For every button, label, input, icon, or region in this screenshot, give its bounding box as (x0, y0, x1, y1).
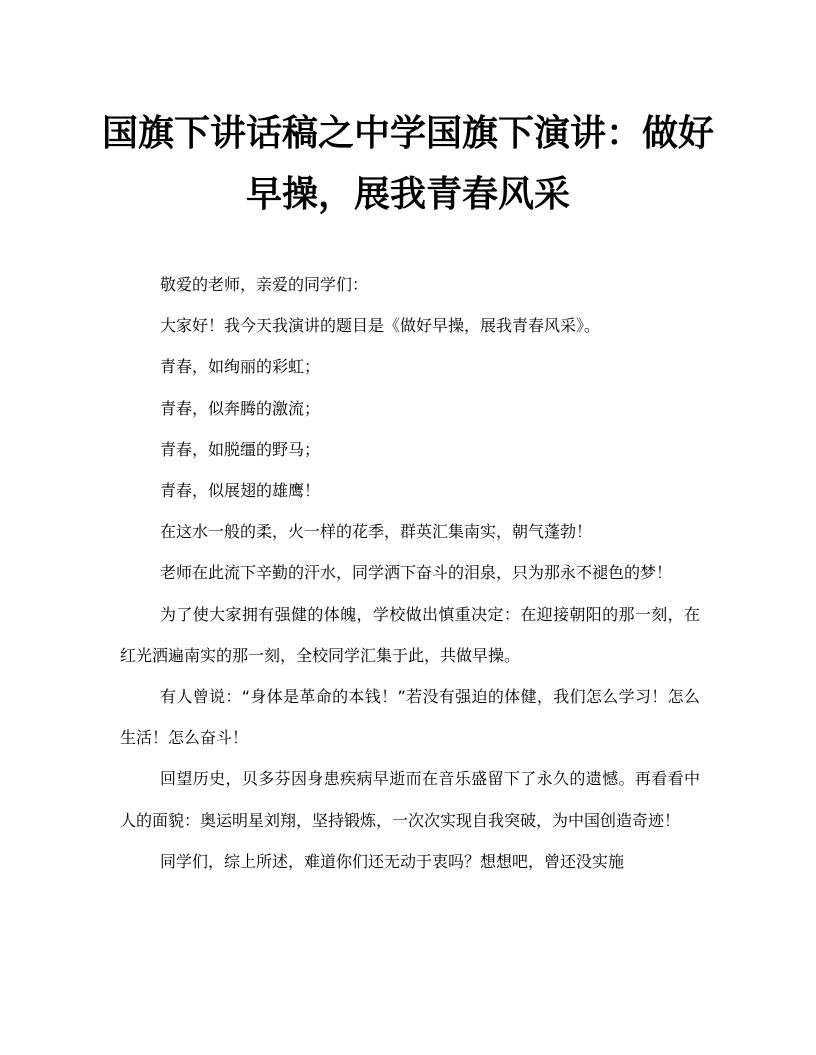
paragraph-history: 回望历史，贝多芬因身患疾病早逝而在音乐盛留下了永久的遗憾。再看看中人的面貌：奥运明星刘翔，坚持锻炼，一次次实现自我突破，为中国创造奇迹！ (120, 769, 700, 830)
document-title-line-1: 国旗下讲话稿之中学国旗下演讲：做好 (101, 112, 714, 154)
paragraph-teachers: 老师在此流下辛勤的汗水，同学洒下奋斗的泪泉，只为那永不褪色的梦！ (160, 563, 673, 583)
paragraph-youth-horse: 青春，如脱缰的野马； (160, 439, 321, 459)
paragraph-quote: 有人曾说：“身体是革命的本钱！”若没有强迫的体健，我们怎么学习！怎么生活！怎么奋斗！ (120, 687, 700, 748)
paragraph-youth-eagle: 青春，似展翅的雄鹰！ (160, 481, 321, 501)
paragraph-school-decision: 为了使大家拥有强健的体魄，学校做出慎重决定：在迎接朝阳的那一刻，在红光洒遍南实的那一刻，全校同学汇集于此，共做早操。 (120, 604, 700, 665)
paragraph-salutation: 敬爱的老师，亲爱的同学们： (160, 275, 369, 294)
paragraph-greeting: 大家好！我今天我演讲的题目是《做好早操，展我青春风采》。 (160, 316, 601, 336)
document-body (120, 264, 700, 882)
paragraph-season: 在这水一般的柔，火一样的花季，群英汇集南实，朝气蓬勃！ (160, 522, 593, 542)
paragraph-conclusion: 同学们，综上所述，难道你们还无动于衷吗？想想吧，曾还没实施 (160, 851, 625, 871)
paragraph-youth-rainbow: 青春，如绚丽的彩虹； (160, 357, 321, 377)
paragraph-youth-torrent: 青春，似奔腾的激流； (160, 398, 321, 418)
document-title-line-2: 早操，展我青春风采 (245, 173, 570, 215)
